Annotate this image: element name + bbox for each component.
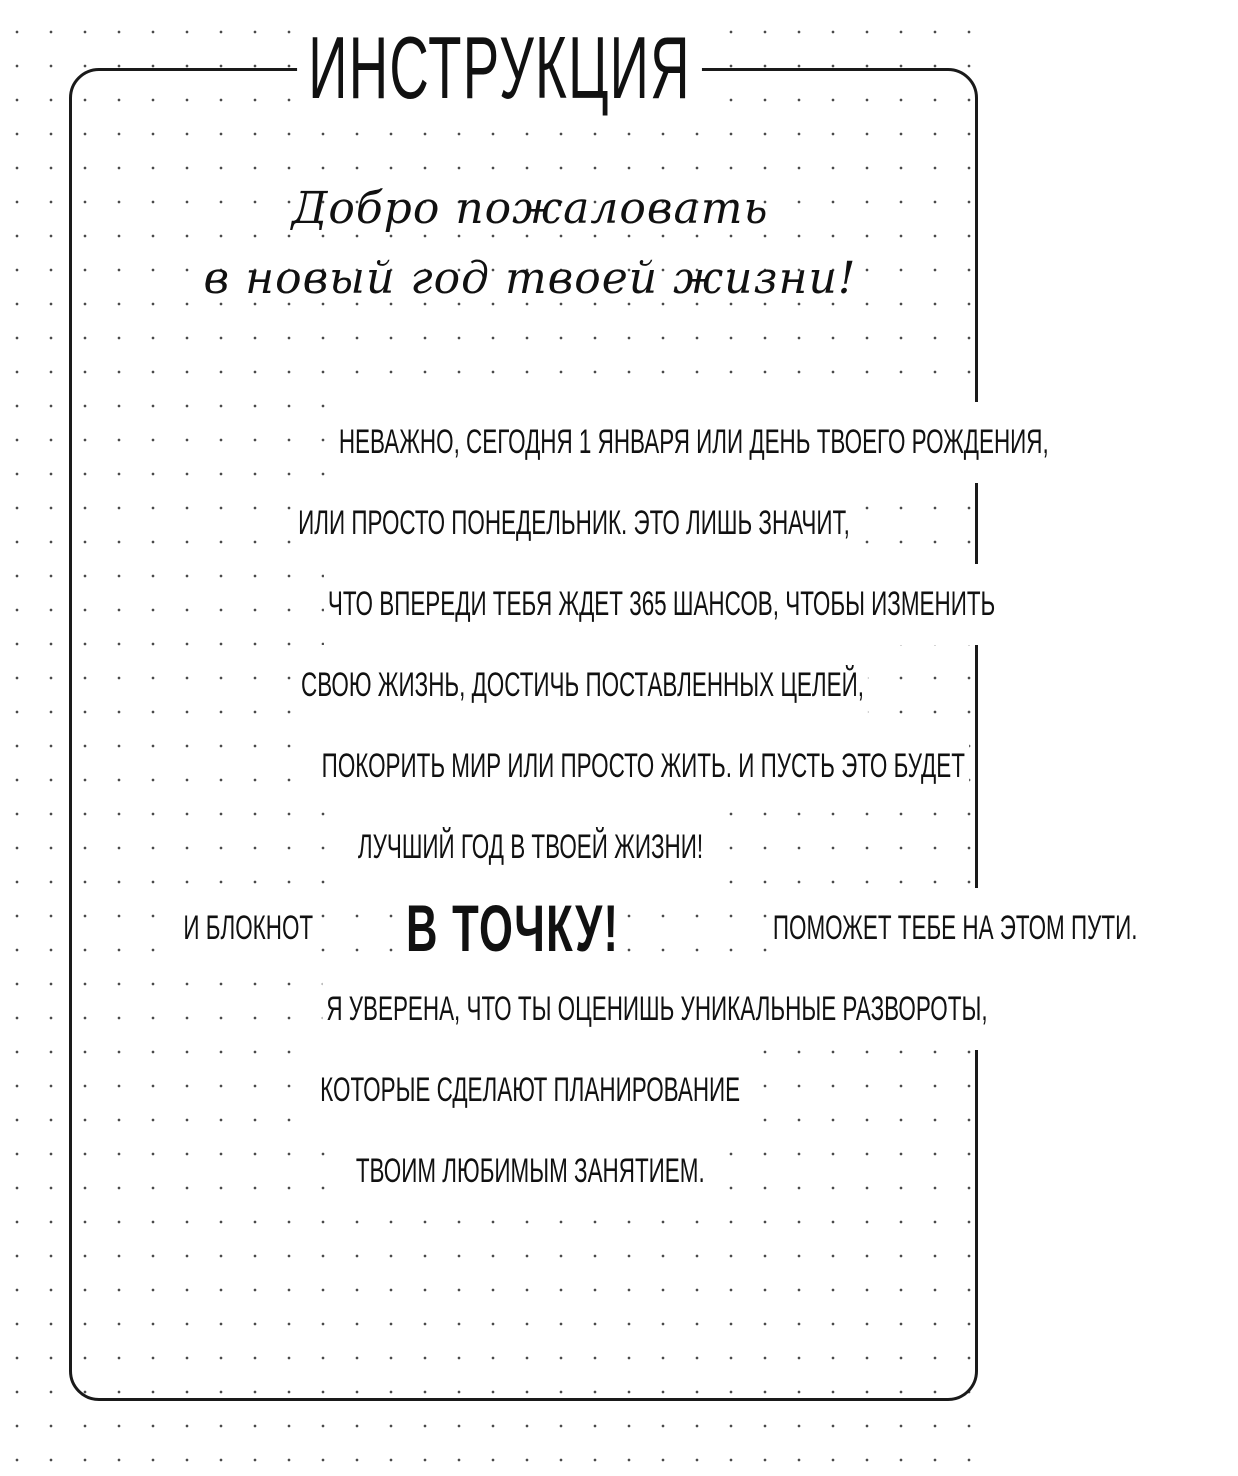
text-line <box>150 1050 910 1131</box>
text-line-content: СВОЮ ЖИЗНЬ, ДОСТИЧЬ ПОСТАВЛЕННЫХ ЦЕЛЕЙ, <box>297 645 868 726</box>
instruction-text <box>150 402 1138 1212</box>
text-line-content: ЧТО ВПЕРЕДИ ТЕБЯ ЖДЕТ 365 ШАНСОВ, ЧТОБЫ ИЗМЕНИТЬ <box>324 564 999 645</box>
page-title-text: ИНСТРУКЦИЯ <box>298 18 703 118</box>
text-line-content: КОТОРЫЕ СДЕЛАЮТ ПЛАНИРОВАНИЕ <box>316 1050 744 1131</box>
brand-line-before: И БЛОКНОТ <box>183 888 313 969</box>
text-line-content: Я УВЕРЕНА, ЧТО ТЫ ОЦЕНИШЬ УНИКАЛЬНЫЕ РАЗВОРОТЫ, <box>322 969 991 1050</box>
text-line <box>150 402 1049 483</box>
welcome-line-2: в новый год твоей жизни! <box>203 253 857 304</box>
text-line-content: ТВОИМ ЛЮБИМЫМ ЗАНЯТИЕМ. <box>352 1131 709 1212</box>
text-line-content: ЛУЧШИЙ ГОД В ТВОЕЙ ЖИЗНИ! <box>353 807 706 888</box>
brand-line-after: ПОМОЖЕТ ТЕБЕ НА ЭТОМ ПУТИ. <box>773 888 1138 969</box>
text-line-content: НЕВАЖНО, СЕГОДНЯ 1 ЯНВАРЯ ИЛИ ДЕНЬ ТВОЕГО РОЖДЕНИЯ, <box>335 402 1053 483</box>
text-line <box>150 564 996 645</box>
text-line-content: ИЛИ ПРОСТО ПОНЕДЕЛЬНИК. ЭТО ЛИШЬ ЗНАЧИТ, <box>294 483 854 564</box>
brand-line <box>150 888 1138 969</box>
text-line <box>150 1131 910 1212</box>
text-line <box>150 483 910 564</box>
welcome-line-1: Добро пожаловать <box>291 183 769 234</box>
text-line <box>150 726 965 807</box>
brand-name: В ТОЧКУ! <box>406 888 619 969</box>
text-line-content: ПОКОРИТЬ МИР ИЛИ ПРОСТО ЖИТЬ. И ПУСТЬ ЭТО БУДЕТ <box>318 726 969 807</box>
text-line <box>150 969 988 1050</box>
welcome-heading <box>150 178 910 310</box>
text-line <box>150 645 910 726</box>
text-line <box>150 807 910 888</box>
